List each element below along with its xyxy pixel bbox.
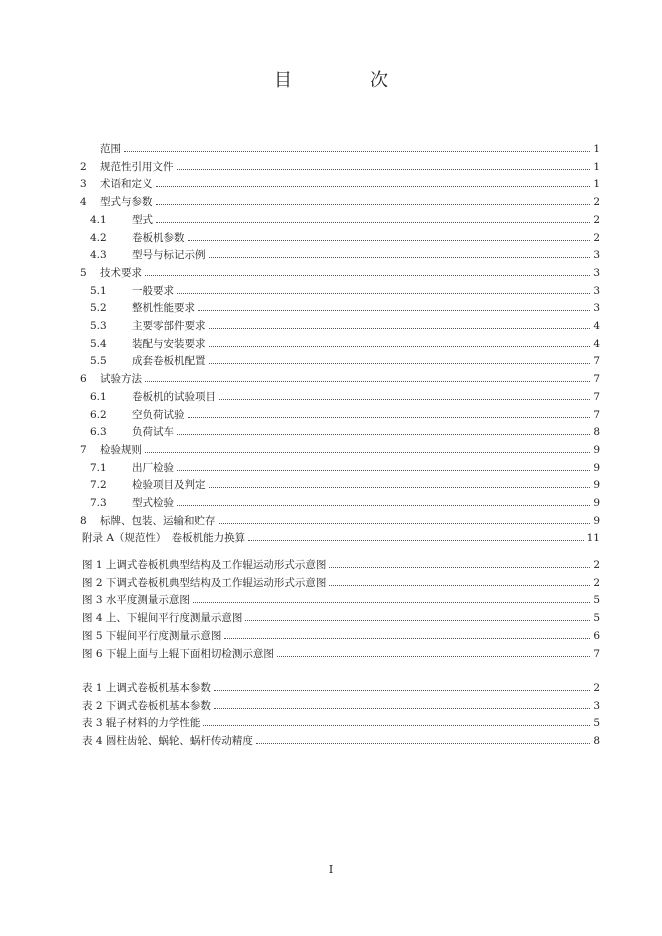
toc-entry[interactable] bbox=[80, 575, 600, 589]
dot-leader bbox=[145, 381, 590, 382]
toc-entry-number: 3 bbox=[80, 178, 87, 191]
toc-entry-label: 术语和定义 bbox=[100, 178, 153, 191]
toc-entry-page: 9 bbox=[593, 497, 600, 509]
toc-entry-page: 6 bbox=[593, 629, 600, 642]
toc-entry-page: 9 bbox=[593, 461, 600, 474]
toc-entry[interactable] bbox=[80, 141, 600, 155]
dot-leader bbox=[219, 523, 591, 524]
toc-entry-label: 试验方法 bbox=[100, 373, 142, 386]
toc-entry-page: 2 bbox=[593, 196, 600, 209]
dot-leader bbox=[214, 708, 590, 709]
toc-entry-label: 标牌、包装、运输和贮存 bbox=[100, 514, 216, 527]
toc-entry-page: 4 bbox=[593, 320, 600, 332]
toc-entry[interactable] bbox=[80, 442, 600, 456]
dot-leader bbox=[156, 186, 591, 187]
dot-leader bbox=[209, 363, 591, 364]
dot-leader bbox=[248, 540, 583, 541]
toc-entry-label: 空负荷试验 bbox=[132, 408, 185, 421]
toc-entry-number: 7.3 bbox=[90, 497, 107, 509]
dot-leader bbox=[188, 240, 591, 241]
toc-entry-number: 6.2 bbox=[90, 408, 107, 421]
toc-entry-label: 表 2 下调式卷板机基本参数 bbox=[82, 699, 211, 712]
toc-entry-page: 5 bbox=[593, 612, 600, 625]
toc-entry-page: 7 bbox=[593, 390, 600, 403]
toc-entry-label: 图 4 上、下辊间平行度测量示意图 bbox=[82, 612, 243, 625]
toc-entry-page: 9 bbox=[593, 514, 600, 527]
toc-entry-page: 2 bbox=[593, 576, 600, 589]
toc-entry[interactable] bbox=[80, 646, 600, 660]
toc-entry[interactable] bbox=[80, 283, 600, 297]
dot-leader bbox=[209, 346, 591, 347]
toc-entry-number: 4.3 bbox=[90, 249, 107, 262]
toc-entry-number: 6.3 bbox=[90, 426, 107, 439]
toc-entry-page: 5 bbox=[593, 594, 600, 607]
toc-entry-page: 1 bbox=[593, 160, 600, 173]
dot-leader bbox=[214, 690, 590, 691]
dot-leader bbox=[188, 417, 591, 418]
toc-entry-label: 型式与参数 bbox=[100, 196, 153, 209]
toc-entry-number: 7.2 bbox=[90, 479, 107, 492]
dot-leader bbox=[256, 743, 590, 744]
toc-entry-page: 3 bbox=[593, 302, 600, 315]
toc-entry-label: 图 1 上调式卷板机典型结构及工作辊运动形式示意图 bbox=[82, 559, 327, 571]
toc-entry-label: 图 2 下调式卷板机典型结构及工作辊运动形式示意图 bbox=[82, 576, 327, 589]
toc-entry-label: 检验规则 bbox=[100, 443, 142, 456]
toc-entry[interactable] bbox=[80, 680, 600, 694]
dot-leader bbox=[156, 222, 590, 223]
toc-entry-page: 3 bbox=[593, 284, 600, 297]
toc-entry[interactable] bbox=[80, 513, 600, 527]
toc-entry[interactable] bbox=[80, 460, 600, 474]
toc-entry-number: 6.1 bbox=[90, 390, 107, 403]
toc-entry-page: 11 bbox=[586, 532, 600, 545]
toc-entry[interactable] bbox=[80, 212, 600, 226]
toc-entry-page: 4 bbox=[593, 337, 600, 350]
toc-entry-number: 5.1 bbox=[90, 284, 107, 297]
toc-entry-label: 型号与标记示例 bbox=[132, 249, 206, 262]
toc-entry-label: 卷板机的试验项目 bbox=[132, 390, 216, 403]
toc-entry[interactable] bbox=[80, 477, 600, 491]
toc-entry[interactable] bbox=[80, 230, 600, 244]
toc-entry[interactable] bbox=[80, 557, 600, 571]
toc-entry-number: 5.4 bbox=[90, 337, 107, 350]
toc-entry-label: 表 3 辊子材料的力学性能 bbox=[82, 717, 201, 730]
toc-entry-number: 7.1 bbox=[90, 461, 107, 474]
toc-entry[interactable] bbox=[80, 176, 600, 190]
toc-entry[interactable] bbox=[80, 389, 600, 403]
toc-entry[interactable] bbox=[80, 715, 600, 729]
toc-entry-number: 7 bbox=[80, 443, 87, 456]
toc-entry-label: 图 5 下辊间平行度测量示意图 bbox=[82, 629, 222, 642]
toc-entry-number: 4 bbox=[80, 196, 87, 209]
dot-leader bbox=[145, 275, 590, 276]
dot-leader bbox=[156, 204, 591, 205]
dot-leader bbox=[193, 602, 590, 603]
toc-entry-page: 2 bbox=[593, 231, 600, 244]
toc-entry-page: 7 bbox=[593, 408, 600, 421]
dot-leader bbox=[245, 620, 590, 621]
toc-entry-page: 3 bbox=[593, 699, 600, 712]
dot-leader bbox=[145, 452, 590, 453]
toc-entry[interactable] bbox=[80, 336, 600, 350]
dot-leader bbox=[329, 567, 590, 568]
toc-entry-page: 9 bbox=[593, 479, 600, 492]
toc-entry-label: 规范性引用文件 bbox=[100, 160, 174, 173]
toc-entry-label: 一般要求 bbox=[132, 284, 174, 297]
toc-entry-number: 4.2 bbox=[90, 231, 107, 244]
toc-entry-page: 1 bbox=[593, 143, 600, 155]
toc-entry-label: 技术要求 bbox=[100, 266, 142, 279]
toc-entry-label: 出厂检验 bbox=[132, 461, 174, 474]
toc-entry[interactable] bbox=[80, 424, 600, 438]
dot-leader bbox=[277, 656, 590, 657]
toc-entry-label: 附录 A（规范性） 卷板机能力换算 bbox=[82, 532, 246, 545]
toc-entry-label: 整机性能要求 bbox=[132, 302, 195, 315]
toc-entry-page: 9 bbox=[593, 443, 600, 456]
toc-entry-page: 3 bbox=[593, 249, 600, 262]
toc-entry-label: 范围 bbox=[100, 143, 121, 155]
toc-entry[interactable] bbox=[80, 698, 600, 712]
toc-entry-label: 图 3 水平度测量示意图 bbox=[82, 594, 190, 607]
page-number: I bbox=[328, 863, 334, 876]
toc-entry-page: 7 bbox=[593, 355, 600, 368]
toc-entry-page: 2 bbox=[593, 559, 600, 571]
dot-leader bbox=[329, 585, 590, 586]
toc-entry[interactable] bbox=[80, 159, 600, 173]
toc-entry[interactable] bbox=[80, 628, 600, 642]
toc-entry[interactable] bbox=[80, 265, 600, 279]
dot-leader bbox=[177, 434, 590, 435]
toc-entry-number: 5.2 bbox=[90, 302, 107, 315]
dot-leader bbox=[198, 310, 590, 311]
toc-entry[interactable] bbox=[80, 371, 600, 385]
toc-entry-label: 检验项目及判定 bbox=[132, 479, 206, 492]
toc-entry-number: 4.1 bbox=[90, 213, 107, 226]
toc-entry-page: 2 bbox=[593, 682, 600, 694]
toc-entry-label: 成套卷板机配置 bbox=[132, 355, 206, 368]
toc-entry[interactable] bbox=[80, 247, 600, 261]
toc-entry-label: 负荷试车 bbox=[132, 426, 174, 439]
toc-entry-number: 5.3 bbox=[90, 320, 107, 332]
toc-entry-page: 7 bbox=[593, 373, 600, 386]
toc-entry-number: 8 bbox=[80, 514, 87, 527]
toc-entry[interactable] bbox=[80, 733, 600, 747]
dot-leader bbox=[224, 638, 590, 639]
toc-entry-page: 7 bbox=[593, 647, 600, 660]
toc-entry-page: 2 bbox=[593, 213, 600, 226]
dot-leader bbox=[177, 505, 590, 506]
dot-leader bbox=[177, 470, 590, 471]
toc-entry-label: 卷板机参数 bbox=[132, 231, 185, 244]
dot-leader bbox=[209, 487, 591, 488]
toc-entry-number: 2 bbox=[80, 160, 87, 173]
toc-entry-label: 主要零部件要求 bbox=[132, 320, 206, 332]
toc-entry[interactable] bbox=[80, 610, 600, 624]
toc-entry-page: 8 bbox=[593, 735, 600, 748]
dot-leader bbox=[124, 151, 590, 152]
toc-entry[interactable] bbox=[80, 194, 600, 208]
dot-leader bbox=[209, 257, 591, 258]
toc-entry-label: 表 1 上调式卷板机基本参数 bbox=[82, 682, 211, 694]
toc-entry-number: 5 bbox=[80, 266, 87, 279]
toc-entry-page: 8 bbox=[593, 426, 600, 439]
toc-entry-number: 6 bbox=[80, 373, 87, 386]
toc-entry[interactable] bbox=[80, 353, 600, 367]
toc-entry-label: 型式检验 bbox=[132, 497, 174, 509]
page-title: 目 次 bbox=[274, 70, 418, 91]
dot-leader bbox=[219, 399, 590, 400]
toc-entry[interactable] bbox=[80, 530, 600, 544]
toc-entry-label: 型式 bbox=[132, 213, 153, 226]
dot-leader bbox=[209, 328, 591, 329]
dot-leader bbox=[177, 169, 591, 170]
toc-entry-label: 装配与安装要求 bbox=[132, 337, 206, 350]
toc-entry-page: 3 bbox=[593, 266, 600, 279]
toc-entry-page: 5 bbox=[593, 717, 600, 730]
dot-leader bbox=[203, 725, 590, 726]
toc-entry[interactable] bbox=[80, 318, 600, 332]
dot-leader bbox=[177, 293, 590, 294]
toc-entry-label: 图 6 下辊上面与上辊下面相切检测示意图 bbox=[82, 647, 274, 660]
toc-entry[interactable] bbox=[80, 300, 600, 314]
toc-entry[interactable] bbox=[80, 592, 600, 606]
toc-entry-label: 表 4 圆柱齿轮、蜗轮、蜗杆传动精度 bbox=[82, 735, 253, 748]
toc-entry-page: 1 bbox=[593, 178, 600, 191]
toc-entry[interactable] bbox=[80, 495, 600, 509]
toc-entry-number: 5.5 bbox=[90, 355, 107, 368]
toc-entry[interactable] bbox=[80, 407, 600, 421]
